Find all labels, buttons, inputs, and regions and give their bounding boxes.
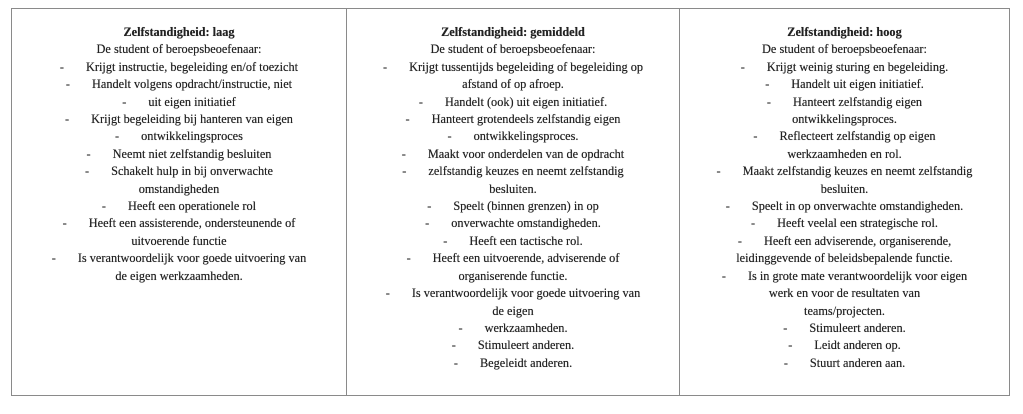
list-item-text: Handelt uit eigen initiatief. [791,77,924,92]
bullet-dash: - [765,77,770,92]
bullet-list [680,59,1009,372]
list-item-text: besluiten. [489,181,537,196]
list-item [347,215,679,232]
list-item [347,59,679,76]
list-item [680,215,1009,232]
list-item [680,355,1009,372]
bullet-dash: - [766,94,772,109]
list-item-text: ontwikkelingsproces [141,129,243,144]
list-item-text: de eigen werkzaamheden. [115,268,243,283]
bullet-dash: - [406,251,411,266]
list-item-text: Krijgt instructie, begeleiding en/of toezicht [86,59,299,74]
list-item-text: Heeft een operationele rol [128,199,257,214]
list-item-text: Neemt niet zelfstandig besluiten [112,146,272,161]
bullet-dash: - [65,77,70,92]
list-item [12,198,346,215]
list-item [12,94,346,111]
list-item-text: Is verantwoordelijk voor goede uitvoering van [77,251,307,266]
list-item-text: organiserende functie. [458,268,568,283]
list-item-text: Maakt voor onderdelen van de opdracht [427,146,625,161]
list-item [347,146,679,163]
list-item [347,337,679,354]
list-item-text: Stimuleert anderen. [809,320,906,335]
list-item-text: zelfstandig keuzes en neemt zelfstandig [428,164,624,179]
list-item-text: Begeleidt anderen. [479,355,573,370]
bullet-dash: - [86,146,91,161]
list-item-text: Stimuleert anderen. [477,338,575,353]
bullet-dash: - [783,355,788,370]
list-item-text: Heeft een assisterende, ondersteunende of [88,216,296,231]
list-item [680,146,1009,163]
list-item [347,268,679,285]
column-title: Zelfstandigheid: laag [123,25,235,39]
autonomy-levels-table [11,8,1010,396]
list-item [680,285,1009,302]
list-item [12,76,346,93]
bullet-dash: - [115,129,120,144]
list-item [680,320,1009,337]
list-item [680,76,1009,93]
list-item [12,146,346,163]
list-item [680,59,1009,76]
list-item-text: werkzaamheden en rol. [787,146,902,161]
list-item [347,320,679,337]
bullet-dash: - [725,199,730,214]
list-item-text: omstandigheden [138,181,220,196]
bullet-dash: - [51,251,56,266]
list-item-text: ontwikkelingsproces. [473,129,579,144]
list-item-text: besluiten. [820,181,869,196]
bullet-dash: - [451,338,456,353]
bullet-dash: - [101,199,107,214]
list-item-text: Stuurt anderen aan. [809,355,906,370]
column-medium [346,9,679,395]
list-item-text: Speelt (binnen grenzen) in op [453,199,599,214]
list-item-text: Heeft een adviserende, organiserende, [763,233,952,248]
bullet-dash: - [59,59,65,74]
list-item [12,250,346,267]
list-item [347,355,679,372]
column-intro: De student of beroepsbeoefenaar: [430,42,596,57]
list-item [12,128,346,145]
list-item [347,163,679,180]
column-title: Zelfstandigheid: gemiddeld [441,25,585,39]
list-item [680,163,1009,180]
list-item-text: teams/projecten. [804,303,885,318]
bullet-dash: - [458,320,463,335]
bullet-dash: - [402,164,407,179]
list-item [680,111,1009,128]
list-item-text: uit eigen initiatief [148,94,236,109]
list-item [347,94,679,111]
list-item-text: Krijgt weinig sturing en begeleiding. [766,59,949,74]
list-item [680,268,1009,285]
list-item [12,163,346,180]
list-item-text: Heeft veelal een strategische rol. [777,216,938,231]
list-item [680,198,1009,215]
list-item-text: Is in grote mate verantwoordelijk voor eigen [747,268,968,283]
bullet-dash: - [425,216,430,231]
list-item-text: Hanteert grotendeels zelfstandig eigen [431,112,621,127]
list-item-text: Handelt volgens opdracht/instructie, niet [91,77,293,92]
list-item [680,94,1009,111]
list-item [680,128,1009,145]
list-item-text: onverwachte omstandigheden. [451,216,601,231]
list-item [12,111,346,128]
list-item [347,303,679,320]
list-item-text: Krijgt begeleiding bij hanteren van eigen [91,112,293,127]
list-item-text: Leidt anderen op. [814,338,901,353]
bullet-dash: - [85,164,90,179]
list-item-text: Maakt zelfstandig keuzes en neemt zelfstandig [742,164,973,179]
list-item [347,198,679,215]
list-item-text: ontwikkelingsproces. [792,112,897,127]
bullet-dash: - [788,338,793,353]
list-item [12,268,346,285]
list-item [12,59,346,76]
list-item-text: werkzaamheden. [484,320,568,335]
bullet-dash: - [737,233,742,248]
bullet-dash: - [443,233,448,248]
bullet-dash: - [122,94,127,109]
list-item-text: uitvoerende functie [131,233,227,248]
list-item [347,111,679,128]
bullet-dash: - [382,59,388,74]
list-item [347,76,679,93]
list-item-text: afstand of op afroep. [462,77,564,92]
list-item-text: Handelt (ook) uit eigen initiatief. [444,94,608,109]
bullet-dash: - [65,112,70,127]
bullet-dash: - [418,94,423,109]
list-item [12,215,346,232]
bullet-dash: - [740,59,745,74]
bullet-dash: - [427,199,432,214]
list-item [680,181,1009,198]
bullet-list [12,59,346,285]
list-item-text: Krijgt tussentijds begeleiding of begeleiding op [409,59,644,74]
bullet-dash: - [405,112,410,127]
bullet-dash: - [753,129,758,144]
bullet-dash: - [385,286,390,301]
list-item-text: Hanteert zelfstandig eigen [793,94,923,109]
list-item-text: leidinggevende of beleidsbepalende functie. [736,251,953,266]
list-item [680,337,1009,354]
list-item [347,128,679,145]
list-item [12,233,346,250]
list-item [347,285,679,302]
list-item [680,250,1009,267]
bullet-dash: - [721,268,726,283]
bullet-dash: - [401,146,406,161]
list-item [347,181,679,198]
bullet-dash: - [751,216,756,231]
bullet-dash: - [447,129,452,144]
column-high [679,9,1009,395]
bullet-list [347,59,679,372]
list-item-text: werk en voor de resultaten van [768,286,921,301]
list-item-text: Schakelt hulp in bij onverwachte [111,164,273,179]
column-intro: De student of beroepsbeoefenaar: [762,42,927,57]
column-intro: De student of beroepsbeoefenaar: [96,42,262,57]
column-low [12,9,346,395]
bullet-dash: - [783,320,788,335]
bullet-dash: - [716,164,721,179]
list-item [680,303,1009,320]
list-item-text: Speelt in op onverwachte omstandigheden. [751,199,964,214]
list-item [680,233,1009,250]
list-item [347,233,679,250]
bullet-dash: - [62,216,67,231]
bullet-dash: - [453,355,458,370]
list-item-text: de eigen [492,303,534,318]
column-title: Zelfstandigheid: hoog [787,25,902,39]
list-item [12,181,346,198]
list-item [347,250,679,267]
list-item-text: Reflecteert zelfstandig op eigen [779,129,936,144]
list-item-text: Heeft een uitvoerende, adviserende of [432,251,620,266]
list-item-text: Heeft een tactische rol. [469,233,583,248]
list-item-text: Is verantwoordelijk voor goede uitvoering van [411,286,641,301]
